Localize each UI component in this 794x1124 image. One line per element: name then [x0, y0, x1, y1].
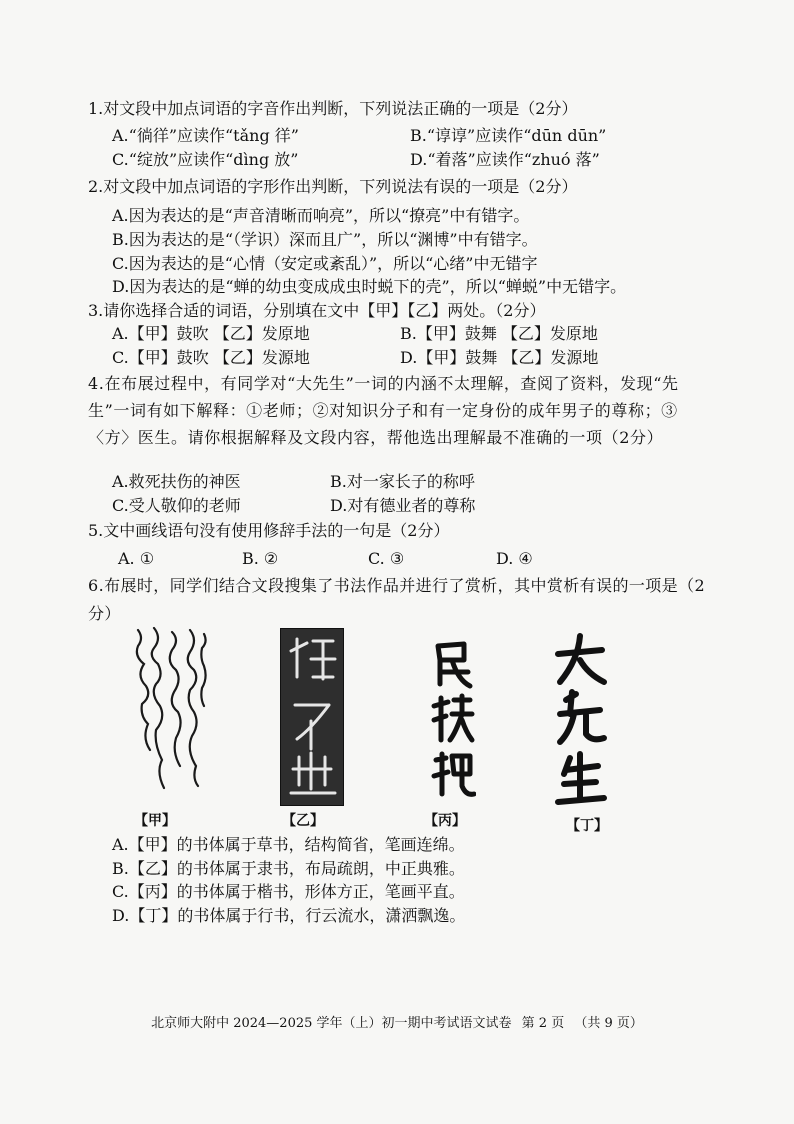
question-1-stem: 1.对文段中加点词语的字音作出判断，下列说法正确的一项是（2分） [88, 99, 578, 118]
q2-option-c[interactable]: C.因为表达的是“心情（安定或紊乱）”，所以“心绪”中无错字 [112, 254, 538, 273]
q3-option-c[interactable]: C.【甲】鼓吹 【乙】发源地 [112, 348, 310, 367]
q6-option-d[interactable]: D.【丁】的书体属于行书，行云流水，潇洒飘逸。 [112, 906, 466, 925]
question-2-stem: 2.对文段中加点词语的字形作出判断，下列说法有误的一项是（2分） [88, 177, 578, 196]
q4-option-b[interactable]: B.对一家长子的称呼 [330, 472, 475, 491]
q6-option-b[interactable]: B.【乙】的书体属于隶书，布局疏朗，中正典雅。 [112, 859, 465, 878]
q5-option-c[interactable]: C. ③ [368, 549, 405, 568]
caption-jia: 【甲】 [134, 813, 176, 829]
q3-option-d[interactable]: D.【甲】鼓舞 【乙】发源地 [400, 348, 599, 367]
calligraphy-jia-image [132, 624, 208, 810]
q1-option-d[interactable]: D.“着落”应读作“zhuó 落” [410, 150, 600, 169]
q3-option-b[interactable]: B.【甲】鼓舞 【乙】发原地 [400, 324, 598, 343]
q5-option-b[interactable]: B. ② [242, 549, 279, 568]
footer-page-number: 第 2 页 [521, 1016, 565, 1031]
q5-option-d[interactable]: D. ④ [496, 549, 533, 568]
q2-option-a[interactable]: A.因为表达的是“声音清晰而响亮”，所以“撩亮”中有错字。 [112, 206, 530, 225]
q4-option-d[interactable]: D.对有德业者的尊称 [330, 496, 476, 515]
q3-option-a[interactable]: A.【甲】鼓吹 【乙】发原地 [112, 324, 310, 343]
footer-total-pages: （共 9 页） [574, 1016, 643, 1031]
q1-option-a[interactable]: A.“徜徉”应读作“tǎng 徉” [112, 126, 299, 145]
calligraphy-bing-image [428, 636, 476, 806]
q6-option-c[interactable]: C.【丙】的书体属于楷书，形体方正，笔画平直。 [112, 882, 465, 901]
q4-option-c[interactable]: C.受人敬仰的老师 [112, 496, 241, 515]
question-4-stem: 4.在布展过程中，有同学对“大先生”一词的内涵不太理解，查阅了资料，发现“先生”一词有如下解释：①老师；②对知识分子和有一定身份的成年男子的尊称；③〈方〉医生。请你根据解释及文段内容，帮他选出理解最不准确的一项（2分） [88, 374, 679, 447]
question-6-stem: 6.布展时，同学们结合文段搜集了书法作品并进行了赏析，其中赏析有误的一项是（2分） [88, 576, 706, 623]
q1-option-c[interactable]: C.“绽放”应读作“dìng 放” [112, 150, 299, 169]
q2-option-d[interactable]: D.因为表达的是“蝉的幼虫变成成虫时蜕下的壳”，所以“蝉蜕”中无错字。 [112, 277, 627, 296]
calligraphy-yi-image [280, 628, 344, 806]
q5-option-a[interactable]: A. ① [118, 549, 155, 568]
question-5-stem: 5.文中画线语句没有使用修辞手法的一句是（2分） [88, 521, 450, 540]
footer-school: 北京师大附中 2024—2025 学年（上）初一期中考试语文试卷 [151, 1016, 512, 1031]
caption-bing: 【丙】 [424, 813, 466, 829]
question-3-stem: 3.请你选择合适的词语，分别填在文中【甲】【乙】两处。（2分） [88, 301, 546, 320]
q2-option-b[interactable]: B.因为表达的是“（学识）深而且广”，所以“渊博”中有错字。 [112, 230, 538, 249]
caption-ding: 【丁】 [566, 818, 608, 834]
q1-option-b[interactable]: B.“谆谆”应读作“dūn dūn” [410, 126, 607, 145]
page-footer [120, 1012, 680, 1031]
caption-yi: 【乙】 [282, 813, 324, 829]
q6-option-a[interactable]: A.【甲】的书体属于草书，结构简省，笔画连绵。 [112, 835, 465, 854]
calligraphy-ding-image [552, 630, 608, 808]
q4-option-a[interactable]: A.救死扶伤的神医 [112, 472, 241, 491]
